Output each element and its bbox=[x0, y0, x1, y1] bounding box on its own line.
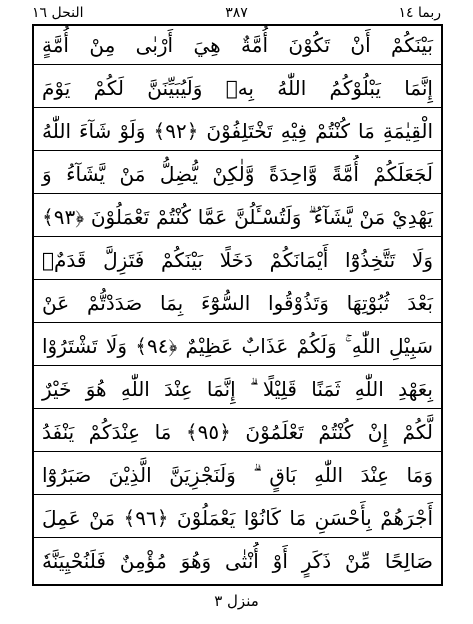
verse-line: بِعَهْدِ اللّٰهِ ثَمَنًا قَلِيْلًا ۗ إِنَّمَا عِنْدَ اللّٰهِ هُوَ خَيْرٌ bbox=[34, 370, 441, 409]
surah-name-header: النحل ١٦ bbox=[32, 5, 84, 21]
verse-line: بَيْنَكُمْ أَنْ تَكُوْنَ أُمَّةٌ هِيَ أَرْبٰى مِنْ أُمَّةٍ bbox=[34, 26, 441, 65]
verse-line: وَمَا عِنْدَ اللّٰهِ بَاقٍ ۗ وَلَنَجْزِيَنَّ الَّذِيْنَ صَبَرُوْٓا bbox=[34, 456, 441, 495]
verse-line: لَّكُمْ إِنْ كُنْتُمْ تَعْلَمُوْنَ ﴿٩٥﴾ مَا عِنْدَكُمْ يَنْفَدُ bbox=[34, 413, 441, 452]
verse-line: يَهْدِيْ مَنْ يَّشَآءُ ۗ وَلَتُسْـَٔلُنَّ عَمَّا كُنْتُمْ تَعْمَلُوْنَ ﴿٩٣﴾ bbox=[34, 198, 441, 237]
quran-text-frame bbox=[32, 24, 443, 586]
verse-line: وَلَا تَتَّخِذُوْٓا أَيْمَانَكُمْ دَخَلًا بَيْنَكُمْ فَتَزِلَّ قَدَمٌۢ bbox=[34, 241, 441, 280]
page-number: ٣٨٧ bbox=[225, 5, 248, 21]
verse-line: أَجْرَهُمْ بِأَحْسَنِ مَا كَانُوْا يَعْمَلُوْنَ ﴿٩٦﴾ مَنْ عَمِلَ bbox=[34, 499, 441, 538]
verse-line: سَبِيْلِ اللّٰهِ ۚ وَلَكُمْ عَذَابٌ عَظِيْمٌ ﴿٩٤﴾ وَلَا تَشْتَرُوْا bbox=[34, 327, 441, 366]
page-header bbox=[32, 2, 441, 24]
verse-line: لَجَعَلَكُمْ أُمَّةً وَّاحِدَةً وَّلٰكِنْ يُّضِلُّ مَنْ يَّشَآءُ وَ bbox=[34, 155, 441, 194]
verse-line: بَعْدَ ثُبُوْتِهَا وَتَذُوْقُوا السُّوْٓءَ بِمَا صَدَدْتُّمْ عَنْ bbox=[34, 284, 441, 323]
verse-line: صَالِحًا مِّنْ ذَكَرٍ أَوْ أُنْثٰى وَهُوَ مُؤْمِنٌ فَلَنُحْيِيَنَّهٗ bbox=[42, 549, 433, 573]
manzil-footer: منزل ٣ bbox=[214, 592, 259, 610]
verse-line: إِنَّمَا يَبْلُوْكُمُ اللّٰهُ بِهٖ وَلَيُبَيِّنَنَّ لَكُمْ يَوْمَ bbox=[34, 69, 441, 108]
juz-name-header: ربما ١٤ bbox=[398, 5, 441, 21]
verse-line: الْقِيٰمَةِ مَا كُنْتُمْ فِيْهِ تَخْتَلِفُوْنَ ﴿٩٢﴾ وَلَوْ شَآءَ اللّٰهُ bbox=[34, 112, 441, 151]
